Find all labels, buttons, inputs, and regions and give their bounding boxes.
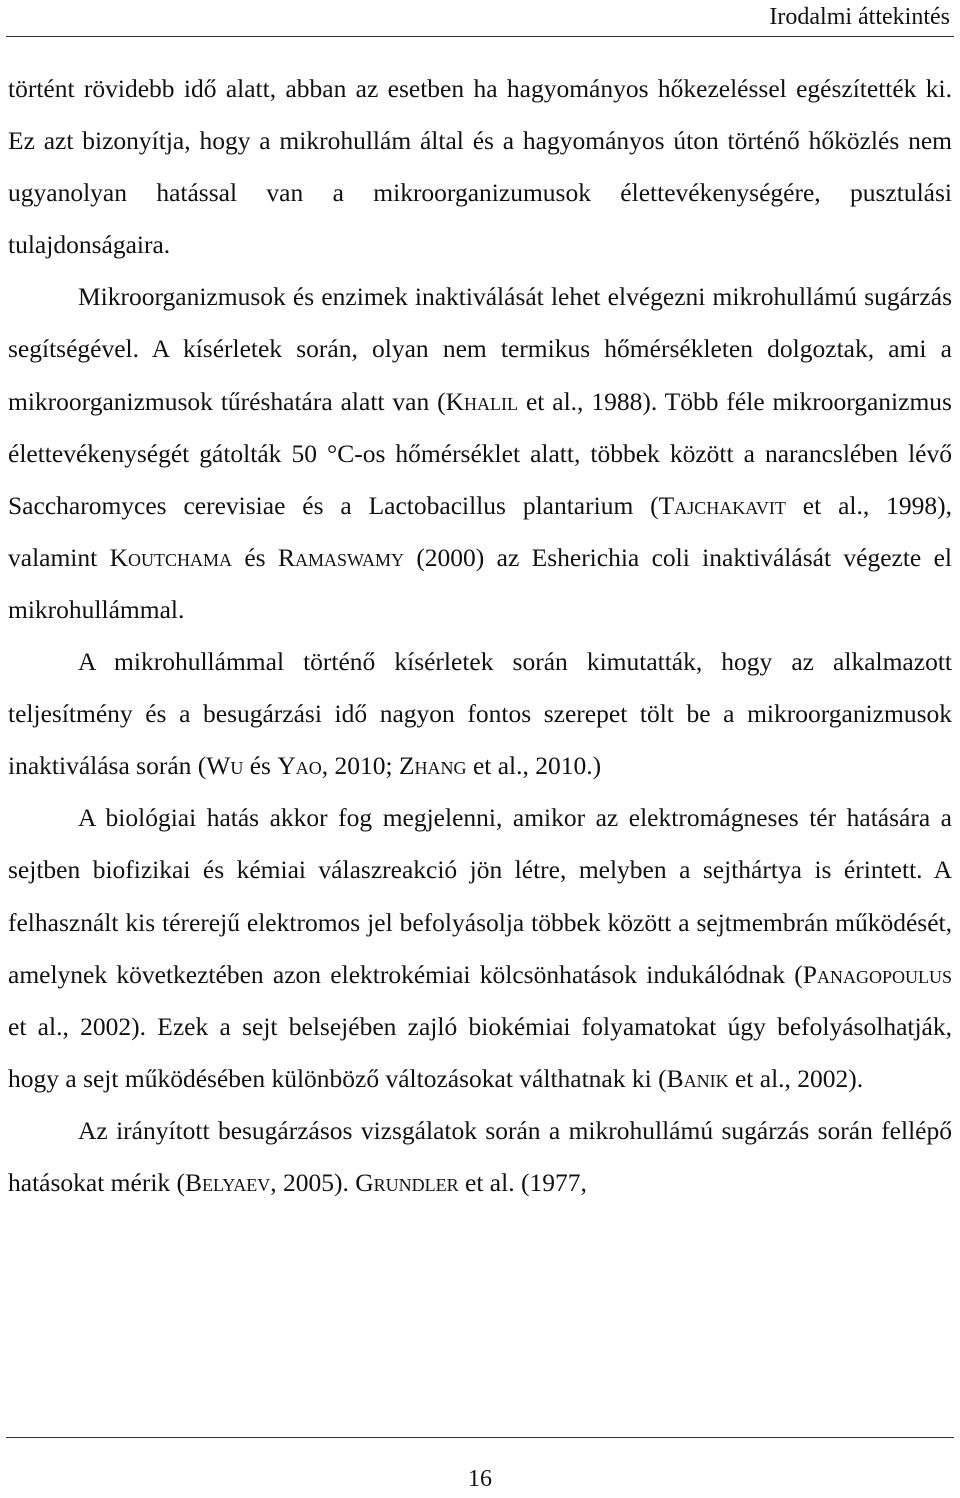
text-run: és bbox=[243, 751, 278, 781]
text-run: et al., 1988). Több féle mikroorganizmus élettevékenységét gátolták 50 °C-os hőmérséklet alatt, többek között a narancslében lévő Saccharomyces cerevisiae és a Lactobacillus plantarium ( bbox=[8, 386, 952, 520]
text-run: et al., 1998), valamint bbox=[8, 490, 952, 572]
text-run: et al., 2010.) bbox=[466, 751, 602, 781]
author-name: Wu bbox=[206, 751, 244, 781]
author-name: Tajchakavit bbox=[658, 490, 786, 520]
header-divider bbox=[6, 36, 954, 37]
page-number: 16 bbox=[468, 1466, 492, 1492]
text-run: , 2010; bbox=[321, 751, 399, 781]
text-run: et al. (1977, bbox=[458, 1167, 587, 1197]
author-name: Banik bbox=[666, 1063, 729, 1093]
paragraph bbox=[8, 792, 952, 1105]
author-name: Koutchama bbox=[109, 542, 232, 572]
author-name: Khalil bbox=[445, 386, 519, 416]
body-text bbox=[8, 63, 952, 1209]
footer-divider bbox=[6, 1437, 954, 1438]
paragraph bbox=[8, 636, 952, 792]
author-name: Ramaswamy bbox=[277, 542, 404, 572]
text-run: et al., 2002). bbox=[728, 1063, 864, 1093]
text-run: (2000) az Esherichia coli inaktiválását végezte el mikrohullámmal. bbox=[8, 542, 952, 624]
author-name: Zhang bbox=[398, 751, 467, 781]
text-run: A mikrohullámmal történő kísérletek során kimutatták, hogy az alkalmazott teljesítmény és a besugárzási idő nagyon fontos szerepet tölt be a mikroorganizmusok inaktiválása során ( bbox=[8, 647, 952, 781]
text-run: és bbox=[232, 542, 278, 572]
text-run: történt rövidebb idő alatt, abban az esetben ha hagyományos hőkezeléssel egészítették ki. Ez azt bizonyítja, hogy a mikrohullám által és a hagyományos úton történő hőközlés nem ugyanolyan hatással van a mikroorganizumusok élettevékenységére, pusztulási tulajdonságaira. bbox=[8, 74, 952, 260]
author-name: Grundler bbox=[355, 1167, 459, 1197]
author-name: Panagopoulus bbox=[802, 959, 952, 989]
paragraph bbox=[8, 1105, 952, 1209]
text-run: , 2005). bbox=[270, 1167, 356, 1197]
paragraph bbox=[8, 271, 952, 636]
text-run: A biológiai hatás akkor fog megjelenni, amikor az elektromágneses tér hatására a sejtben biofizikai és kémiai válaszreakció jön létre, melyben a sejthártya is érintett. A felhasznált kis térerejű elektromos jel befolyásolja többek között a sejtmembrán működését, amelynek következtében azon elektrokémiai kölcsönhatások indukálódnak ( bbox=[8, 803, 952, 989]
text-run: et al., 2002). Ezek a sejt belsejében zajló biokémiai folyamatokat úgy befolyásolhatják, hogy a sejt működésében különböző változásokat válthatnak ki ( bbox=[8, 1011, 952, 1093]
author-name: Yao bbox=[277, 751, 322, 781]
paragraph bbox=[8, 63, 952, 271]
text-run: Mikroorganizmusok és enzimek inaktiválását lehet elvégezni mikrohullámú sugárzás segítségével. A kísérletek során, olyan nem termikus hőmérsékleten dolgoztak, ami a mikroorganizmusok tűréshatára alatt van ( bbox=[8, 282, 952, 416]
author-name: Belyaev bbox=[185, 1167, 271, 1197]
text-run: Az irányított besugárzásos vizsgálatok során a mikrohullámú sugárzás során fellépő hatásokat mérik ( bbox=[8, 1115, 952, 1197]
running-header: Irodalmi áttekintés bbox=[769, 4, 950, 30]
